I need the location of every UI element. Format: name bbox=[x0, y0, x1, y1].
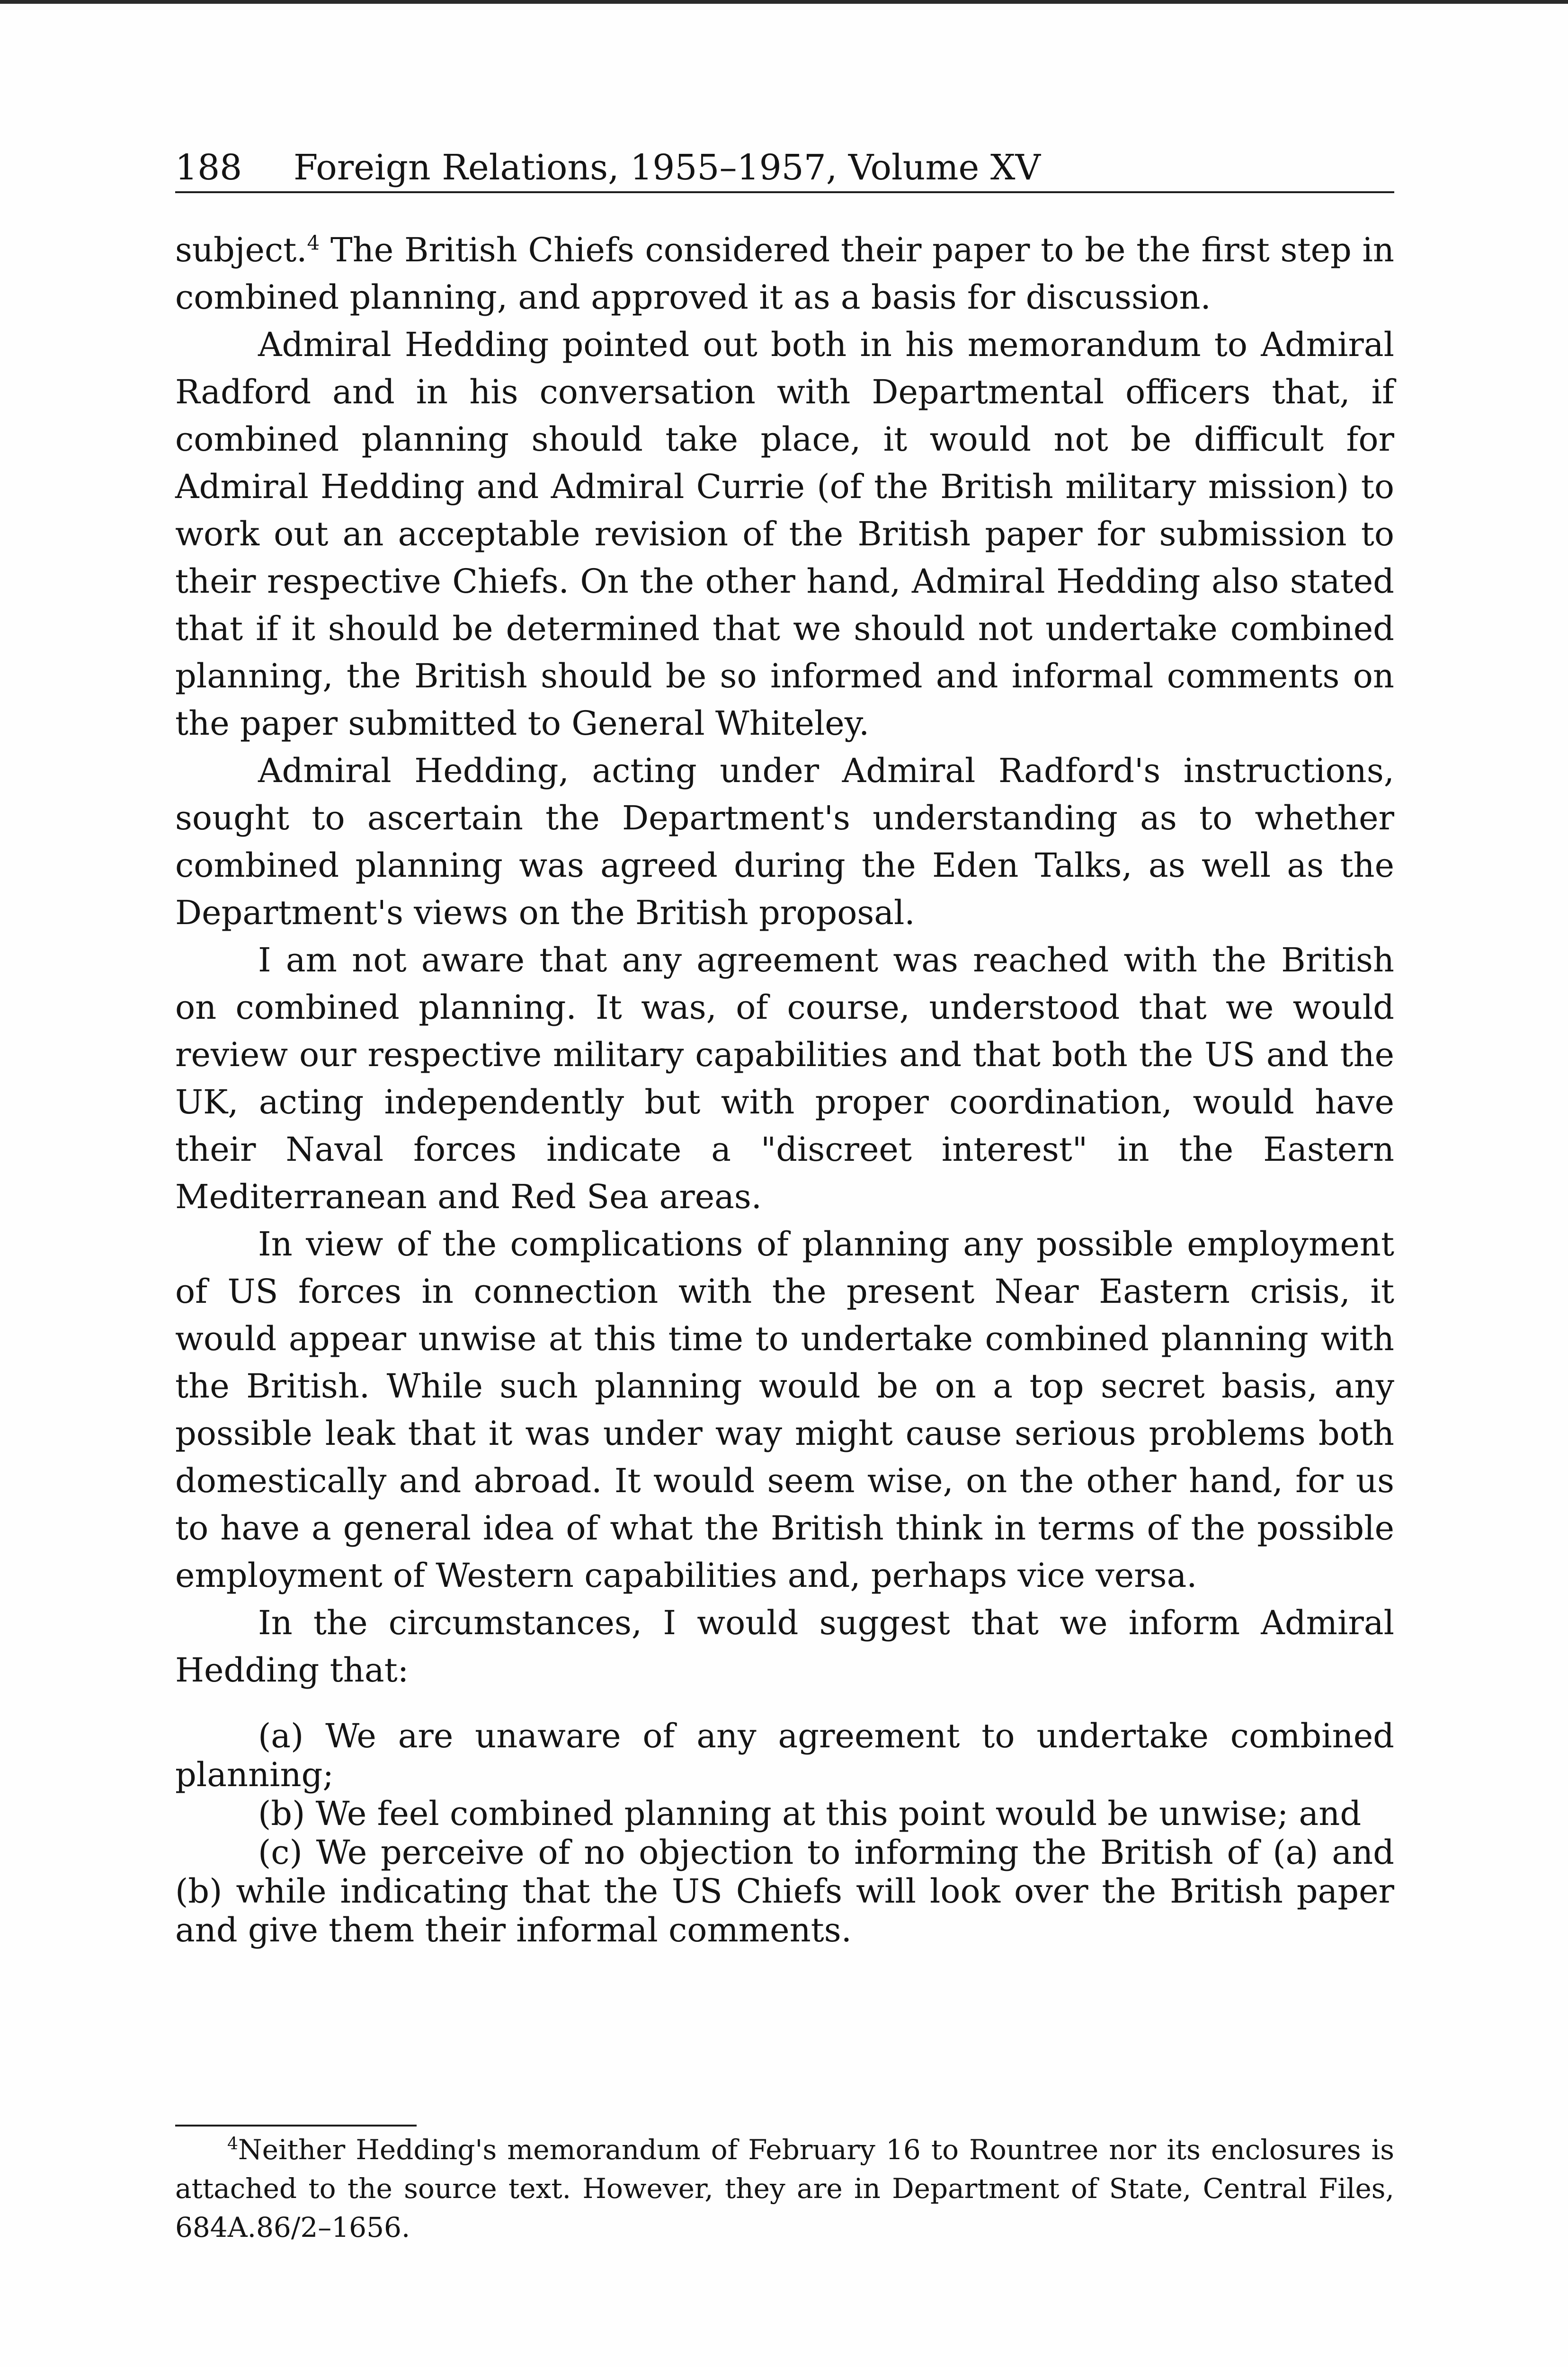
scan-top-border bbox=[0, 0, 1568, 4]
footnote-reference: 4 bbox=[307, 231, 320, 255]
list-item-b: (b) We feel combined planning at this point would be unwise; and bbox=[258, 1794, 1362, 1833]
paragraph-5: In view of the complications of planning any possible employment of US forces in connection with the present Near Eastern crisis, it would appear unwise at this time to undertake combined planning with the British. While such planning would be on a top secret basis, any possible leak that it was under way might cause serious problems both domestically and abroad. It would seem wise, on the other hand, for us to have a general idea of what the British think in terms of the possible employment of Western capabilities and, perhaps vice versa. bbox=[175, 1225, 1394, 1595]
list-item-c: (c) We perceive of no objection to informing the British of (a) and (b) while indicating that the US Chiefs will look over the British paper and give them their informal comments. bbox=[175, 1833, 1394, 1949]
footnote-divider bbox=[175, 2125, 417, 2127]
footnote-text: Neither Hedding's memorandum of February 16 to Rountree nor its enclosures is attached to the source text. However, they are in Department of State, Central Files, 684A.86/2–1656. bbox=[175, 2134, 1394, 2243]
paragraph-4: I am not aware that any agreement was reached with the British on combined planning. It was, of course, understood that we would review our respective military capabilities and that both the US and the UK, acting independently but with proper coordination, would have their Naval forces indicate a "discreet interest" in the Eastern Mediterranean and Red Sea areas. bbox=[175, 941, 1394, 1216]
paragraph-2: Admiral Hedding pointed out both in his memorandum to Admiral Radford and in his conversation with Departmental officers that, if combined planning should take place, it would not be difficult for Admiral Hedding and Admiral Currie (of the British military mission) to work out an acceptable revision of the British paper for submission to their respective Chiefs. On the other hand, Admiral Hedding also stated that if it should be determined that we should not undertake combined planning, the British should be so informed and informal comments on the paper submitted to General Whiteley. bbox=[175, 325, 1394, 743]
recommendation-list bbox=[175, 1717, 1394, 1949]
paragraph-3: Admiral Hedding, acting under Admiral Radford's instructions, sought to ascertain the Department's understanding as to whether combined planning was agreed during the Eden Talks, as well as the Department's views on the British proposal. bbox=[175, 751, 1394, 932]
footnote bbox=[175, 2130, 1394, 2247]
running-head: Foreign Relations, 1955–1957, Volume XV bbox=[294, 147, 1041, 188]
paragraph-6: In the circumstances, I would suggest that we inform Admiral Hedding that: bbox=[175, 1603, 1394, 1690]
paragraph-1-end: The British Chiefs considered their paper to be the first step in combined planning, and approved it as a basis for discussion. bbox=[175, 231, 1394, 317]
page-number: 188 bbox=[175, 147, 242, 188]
page-header bbox=[175, 142, 1394, 193]
paragraph-1-start: subject. bbox=[175, 231, 307, 269]
footnote-number: 4 bbox=[227, 2134, 238, 2154]
list-item-a: (a) We are unaware of any agreement to undertake combined planning; bbox=[175, 1717, 1394, 1794]
paragraph-1 bbox=[175, 226, 1394, 321]
body-text bbox=[175, 226, 1394, 1949]
